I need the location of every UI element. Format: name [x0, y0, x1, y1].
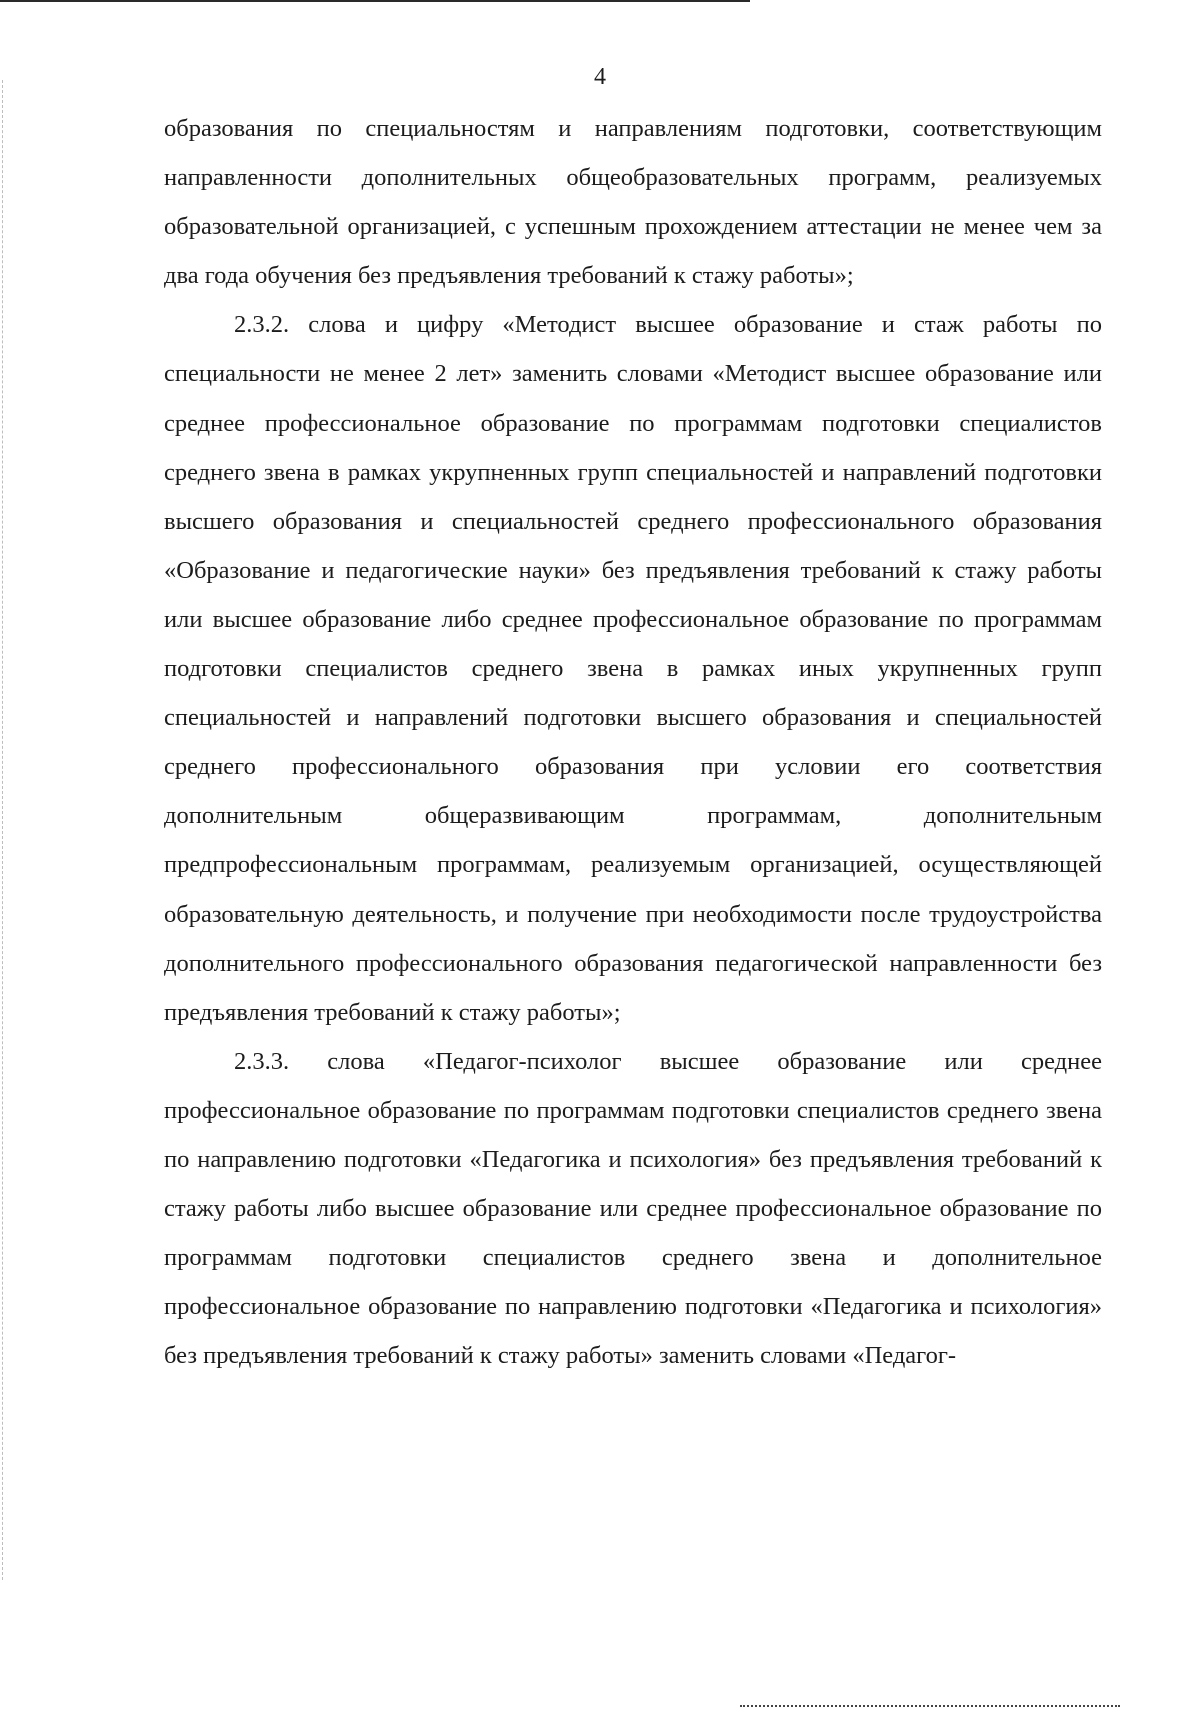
paragraph-2-3-3: 2.3.3. слова «Педагог-психолог высшее образование или среднее профессиональное образование по программам подготовки специалистов среднего звена по направлению подготовки «Педагогика и психология» без предъявления требований к стажу работы либо высшее образование или среднее профессиональное образование по программам подготовки специалистов среднего звена и дополнительное профессиональное образование по направлению подготовки «Педагогика и психология» без предъявления требований к стажу работы» заменить словами «Педагог- [164, 1047, 1102, 1370]
scan-edge-top [0, 0, 750, 2]
paragraph-continuation: образования по специальностям и направлениям подготовки, соответствующим направленности дополнительных общеобразовательных программ, реализуемых образовательной организацией, с успешным прохождением аттестации не менее чем за два года обучения без предъявления требований к стажу работы»; [164, 115, 1102, 290]
document-body [164, 104, 1102, 1380]
paragraph-2-3-2: 2.3.2. слова и цифру «Методист высшее образование и стаж работы по специальности не менее 2 лет» заменить словами «Методист высшее образование или среднее профессиональное образование по программам подготовки специалистов среднего звена в рамках укрупненных групп специальностей и направлений подготовки высшего образования и специальностей среднего профессионального образования «Образование и педагогические науки» без предъявления требований к стажу работы или высшее образование либо среднее профессиональное образование по программам подготовки специалистов среднего звена в рамках иных укрупненных групп специальностей и направлений подготовки высшего образования и специальностей среднего профессионального образования при условии его соответствия дополнительным общеразвивающим программам, дополнительным предпрофессиональным программам, реализуемым организацией, осуществляющей образовательную деятельность, и получение при необходимости после трудоустройства дополнительного профессионального образования педагогической направленности без предъявления требований к стажу работы»; [164, 311, 1102, 1026]
page-number: 4 [594, 64, 606, 90]
scan-edge-bottom [740, 1705, 1120, 1709]
scan-edge-left [2, 80, 4, 1580]
